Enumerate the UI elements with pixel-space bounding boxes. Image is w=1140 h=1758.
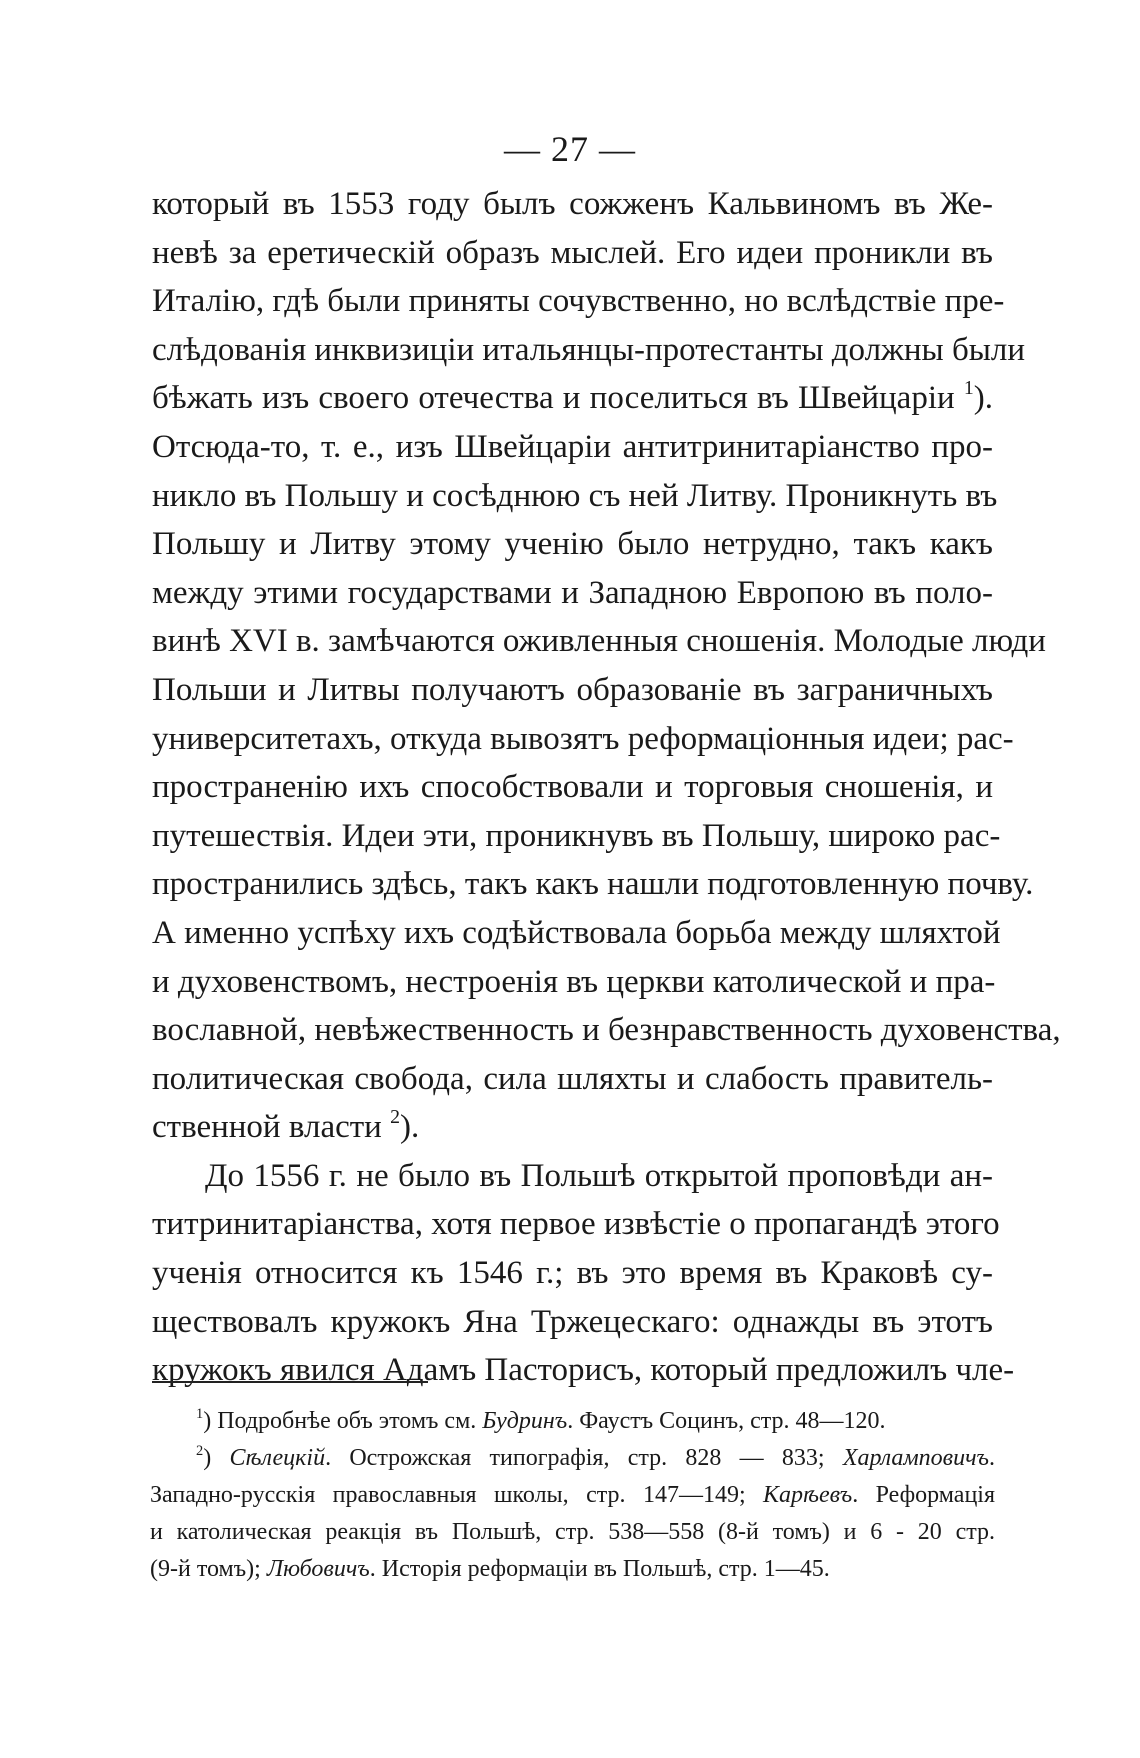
text-line: пространенію ихъ способствовали и торговыя сношенія, и bbox=[152, 769, 993, 806]
text-line: Италію, гдѣ были приняты сочувственно, но вслѣдствіе пре- bbox=[152, 283, 1005, 320]
text-line: титринитаріанства, хотя первое извѣстіе о пропагандѣ этого bbox=[152, 1206, 1000, 1243]
text-run: ). bbox=[973, 380, 993, 417]
footnote-2-line: и католическая реакція въ Польшѣ, стр. 538—558 (8-й томъ) и 6 - 20 стр. bbox=[150, 1519, 995, 1545]
text-run: . Исторія реформаціи въ Польшѣ, стр. 1—45. bbox=[369, 1556, 830, 1582]
text-line: До 1556 г. не было въ Польшѣ открытой проповѣди ан- bbox=[205, 1157, 993, 1194]
text-line bbox=[152, 1103, 993, 1152]
text-line: пространились здѣсь, такъ какъ нашли подготовленную почву. bbox=[152, 866, 1034, 903]
text-line: между этими государствами и Западною Европою въ поло- bbox=[152, 574, 993, 611]
page-number: — 27 — bbox=[504, 129, 636, 169]
author-name: Будринъ bbox=[482, 1408, 568, 1434]
author-name: Любовичъ bbox=[266, 1556, 370, 1582]
text-line: путешествія. Идеи эти, проникнувъ въ Польшу, широко рас- bbox=[152, 817, 1001, 854]
text-run: бѣжать изъ своего отечества и поселиться въ Швейцаріи bbox=[152, 380, 964, 417]
text-line: невѣ за еретическій образъ мыслей. Его идеи проникли въ bbox=[152, 234, 993, 271]
text-run: . bbox=[989, 1445, 995, 1471]
text-line: и духовенствомъ, нестроенія въ церкви католической и пра- bbox=[152, 963, 996, 1000]
text-line: винѣ XVI в. замѣчаются оживленныя сношенія. Молодые люди bbox=[152, 623, 1046, 660]
footnote-divider bbox=[152, 1381, 428, 1383]
text-line: никло въ Польшу и сосѣднюю съ ней Литву. Проникнуть въ bbox=[152, 477, 998, 514]
text-run: . Острожская типографія, стр. 828 — 833; bbox=[325, 1445, 843, 1471]
footnote-2-line bbox=[150, 1551, 995, 1588]
footnote-ref-1[interactable]: 1 bbox=[963, 377, 974, 400]
text-run: . Реформація bbox=[852, 1482, 996, 1508]
text-line: Польши и Литвы получаютъ образованіе въ заграничныхъ bbox=[152, 671, 993, 708]
author-name: Карѣевъ bbox=[763, 1482, 853, 1508]
footnote-2 bbox=[150, 1440, 995, 1477]
text-run: ) Подробнѣе объ этомъ см. bbox=[203, 1408, 483, 1434]
author-name: Харламповичъ bbox=[842, 1445, 989, 1471]
author-name: Сѣлецкій bbox=[229, 1445, 326, 1471]
text-line: ществовалъ кружокъ Яна Тржецескаго: однажды въ этотъ bbox=[152, 1303, 993, 1340]
text-line: который въ 1553 году былъ сожженъ Кальвиномъ въ Же- bbox=[152, 186, 993, 222]
text-run: . Фаустъ Социнъ, стр. 48—120. bbox=[567, 1408, 886, 1434]
text-line: политическая свобода, сила шляхты и слабость правитель- bbox=[152, 1060, 993, 1097]
text-line: университетахъ, откуда вывозятъ реформаціонныя идеи; рас- bbox=[152, 720, 1014, 757]
text-line: слѣдованія инквизиціи итальянцы-протестанты должны были bbox=[152, 331, 1026, 368]
text-run: ственной власти bbox=[152, 1109, 391, 1146]
text-line: ученія относится къ 1546 г.; въ это время въ Краковѣ су- bbox=[152, 1255, 993, 1292]
footnote-ref-2[interactable]: 2 bbox=[390, 1106, 400, 1129]
text-line bbox=[152, 374, 993, 423]
text-line: кружокъ явился Адамъ Пасторисъ, который предложилъ чле- bbox=[152, 1352, 1015, 1389]
footnote-2-line bbox=[150, 1477, 995, 1514]
footnote-mark: 1 bbox=[196, 1405, 204, 1422]
footnote-1 bbox=[150, 1403, 995, 1440]
text-line: Отсюда-то, т. е., изъ Швейцаріи антитринитаріанство про- bbox=[152, 428, 993, 465]
footnotes bbox=[150, 1403, 995, 1588]
text-run: Западно-русскія православныя школы, стр. 147—149; bbox=[150, 1482, 764, 1508]
text-line: Польшу и Литву этому ученію было нетрудно, такъ какъ bbox=[152, 526, 993, 563]
text-run: (9-й томъ); bbox=[150, 1556, 267, 1582]
text-line: А именно успѣху ихъ содѣйствовала борьба между шляхтой bbox=[152, 914, 1001, 951]
text-run: ). bbox=[399, 1109, 420, 1146]
text-line: вославной, невѣжественность и безнравственность духовенства, bbox=[152, 1012, 1061, 1049]
footnote-mark: 2 bbox=[196, 1442, 204, 1459]
main-text bbox=[152, 180, 1061, 1395]
text-run: ) bbox=[203, 1445, 230, 1471]
